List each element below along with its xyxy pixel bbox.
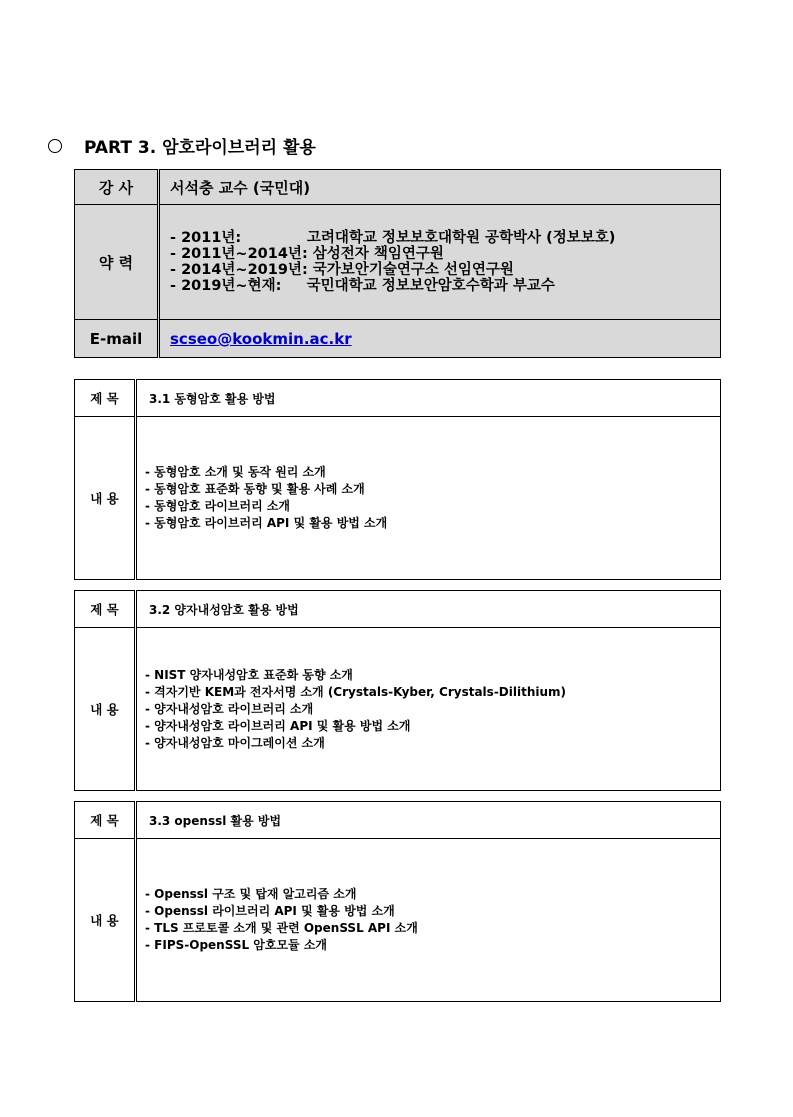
career-item: - 2011년~2014년: 삼성전자 책임연구원 xyxy=(170,246,444,262)
part-title: PART 3. 암호라이브러리 활용 xyxy=(84,138,316,158)
circle-bullet-icon xyxy=(48,139,62,153)
course-title-label: 제 목 xyxy=(75,591,136,628)
course-table-3-1 xyxy=(74,379,721,580)
course-item: - TLS 프로토콜 소개 및 관련 OpenSSL API 소개 xyxy=(145,921,418,935)
course-content-list xyxy=(136,628,721,791)
course-item: - 동형암호 소개 및 동작 원리 소개 xyxy=(145,465,326,479)
instructor-career-list xyxy=(159,205,721,320)
course-title-label: 제 목 xyxy=(75,802,136,839)
course-item: - 동형암호 라이브러리 소개 xyxy=(145,499,291,513)
course-item: - 격자기반 KEM과 전자서명 소개 (Crystals-Kyber, Crystals-Dilithium) xyxy=(145,684,567,699)
course-content-row xyxy=(75,417,721,580)
course-table-3-2 xyxy=(74,590,721,791)
instructor-email-label: E-mail xyxy=(75,320,159,358)
course-content-list xyxy=(136,417,721,580)
course-content-row xyxy=(75,839,721,1002)
instructor-career-label: 약 력 xyxy=(75,205,159,320)
course-table-3-3 xyxy=(74,801,721,1002)
course-title-row xyxy=(75,802,721,839)
course-content-label: 내 용 xyxy=(75,628,136,791)
career-item: - 2014년~2019년: 국가보안기술연구소 선임연구원 xyxy=(170,262,514,278)
instructor-name-label: 강 사 xyxy=(75,170,159,205)
instructor-name-value: 서석충 교수 (국민대) xyxy=(159,170,721,205)
instructor-name-row xyxy=(75,170,721,205)
course-title-label: 제 목 xyxy=(75,380,136,417)
email-link[interactable]: scseo@kookmin.ac.kr xyxy=(170,330,352,348)
career-item: - 2019년~현재: 국민대학교 정보보안암호수학과 부교수 xyxy=(170,278,555,294)
course-content-label: 내 용 xyxy=(75,839,136,1002)
course-content-label: 내 용 xyxy=(75,417,136,580)
instructor-email-cell xyxy=(159,320,721,358)
course-title-row xyxy=(75,591,721,628)
course-item: - 동형암호 표준화 동향 및 활용 사례 소개 xyxy=(145,482,365,496)
course-title-row xyxy=(75,380,721,417)
instructor-career-row xyxy=(75,205,721,320)
course-item: - NIST 양자내성암호 표준화 동향 소개 xyxy=(145,667,353,682)
course-item: - Openssl 라이브러리 API 및 활용 방법 소개 xyxy=(145,904,395,918)
instructor-email-row xyxy=(75,320,721,358)
course-item: - 양자내성암호 마이그레이션 소개 xyxy=(145,735,325,750)
part-heading xyxy=(48,133,316,158)
course-item: - 양자내성암호 라이브러리 소개 xyxy=(145,701,314,716)
course-item: - 양자내성암호 라이브러리 API 및 활용 방법 소개 xyxy=(145,718,411,733)
course-content-row xyxy=(75,628,721,791)
course-content-list xyxy=(136,839,721,1002)
instructor-table xyxy=(74,169,721,358)
course-item: - 동형암호 라이브러리 API 및 활용 방법 소개 xyxy=(145,516,388,530)
course-title: 3.2 양자내성암호 활용 방법 xyxy=(136,591,721,628)
course-item: - FIPS-OpenSSL 암호모듈 소개 xyxy=(145,938,328,952)
career-item: - 2011년: 고려대학교 정보보호대학원 공학박사 (정보보호) xyxy=(170,230,616,246)
course-title: 3.3 openssl 활용 방법 xyxy=(136,802,721,839)
course-item: - Openssl 구조 및 탑재 알고리즘 소개 xyxy=(145,887,357,901)
course-title: 3.1 동형암호 활용 방법 xyxy=(136,380,721,417)
